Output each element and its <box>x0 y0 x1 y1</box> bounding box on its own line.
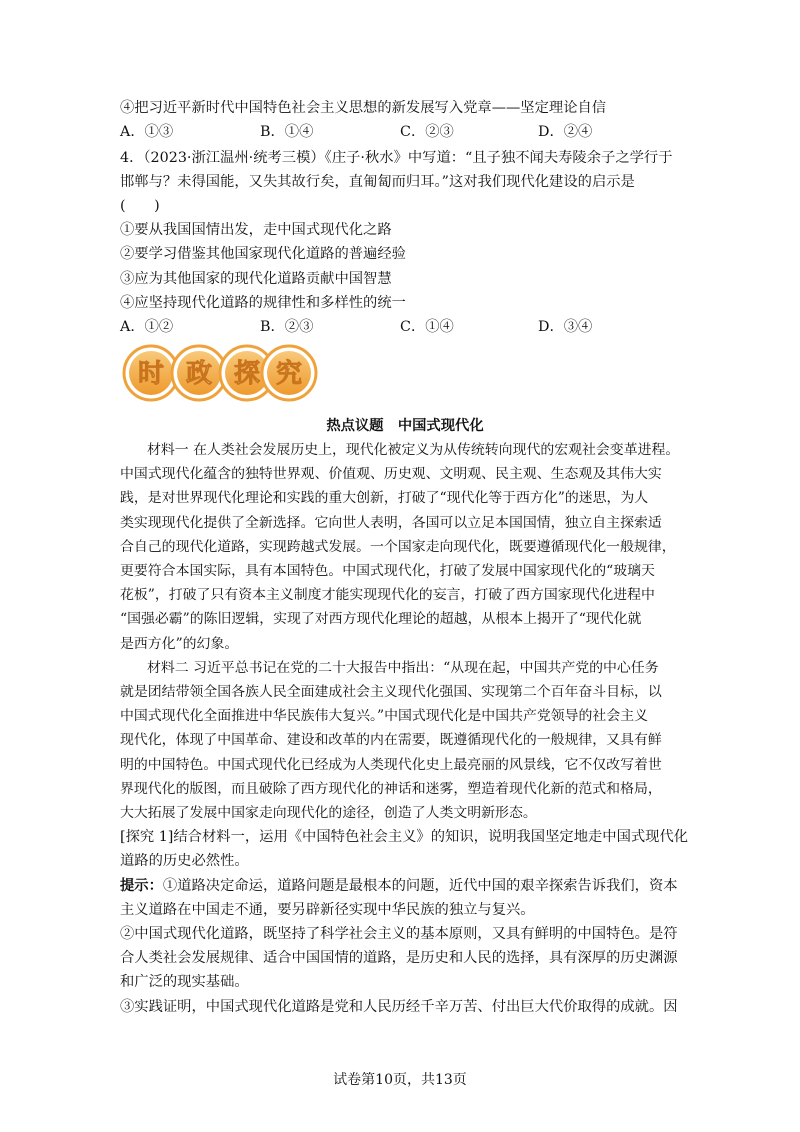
material1-line: 践，是对世界现代化理论和实践的重大创新，打破了“现代化等于西方化”的迷思，为人 <box>120 490 649 506</box>
material1-line: 类实现现代化提供了全新选择。它向世人表明，各国可以立足本国国情，独立自主探索适 <box>120 515 662 531</box>
q4-item-4: ④应坚持现代化道路的规律性和多样性的统一 <box>120 295 406 311</box>
q4-stem-line2: 邯郸与？未得国能，又失其故行矣，直匍匐而归耳。”这对我们现代化建设的启示是 <box>120 174 635 190</box>
q4-item-1: ①要从我国国情出发，走中国式现代化之路 <box>120 222 392 238</box>
explore1-line: [探究 1]结合材料一，运用《中国特色社会主义》的知识，说明我国坚定地走中国式现代化 <box>120 829 689 845</box>
hint-line: 合人类社会发展规律、适合中国国情的道路，是历史和人民的选择，具有深厚的历史渊源 <box>120 950 678 966</box>
material1-line: 更要符合本国实际，具有本国特色。中国式现代化，打破了发展中国家现代化的“玻璃天 <box>120 563 655 579</box>
material2-line: 材料二 习近平总书记在党的二十大报告中指出：“从现在起，中国共产党的中心任务 <box>147 660 659 676</box>
section-title: 热点议题 中国式现代化 <box>326 418 484 434</box>
q4-stem-line1: 4．（2023·浙江温州·统考三模）《庄子·秋水》中写道：“且子独不闻夫寿陵余子之学行于 <box>120 150 673 166</box>
q3-options <box>120 122 700 142</box>
q3-option-d[interactable]: D．②④ <box>538 124 593 140</box>
hint-label: 提示： <box>120 878 163 894</box>
hint-text: ①道路决定命运，道路问题是最根本的问题，近代中国的艰辛探索告诉我们，资本 <box>162 878 678 894</box>
material1-line: “国强必霸”的陈旧逻辑，实现了对西方现代化理论的超越，从根本上揭开了“现代化就 <box>120 611 642 627</box>
material1-line: 材料一 在人类社会发展历史上，现代化被定义为从传统转向现代的宏观社会变革进程。 <box>147 442 680 458</box>
banner-char-3: 探 <box>233 359 261 389</box>
material2-line: 界现代化的版图，而且破除了西方现代化的神话和迷雾，塑造着现代化新的范式和格局， <box>120 781 662 797</box>
q4-option-c[interactable]: C．①④ <box>400 319 454 335</box>
q3-item-4: ④把习近平新时代中国特色社会主义思想的新发展写入党章——坚定理论自信 <box>120 100 607 116</box>
page-footer: 试卷第10页，共13页 <box>333 1072 467 1088</box>
current-affairs-banner <box>122 344 318 404</box>
banner-char-4: 究 <box>275 359 303 389</box>
explore1-line: 道路的历史必然性。 <box>120 853 249 869</box>
material2-line: 大大拓展了发展中国家走向现代化的途径，创造了人类文明新形态。 <box>120 805 537 821</box>
q4-options <box>120 317 700 337</box>
q4-answer-blank: ( ) <box>120 198 160 214</box>
hint-line-1 <box>120 876 690 896</box>
q4-option-a[interactable]: A．①② <box>120 319 174 335</box>
q3-option-a[interactable]: A．①③ <box>120 124 174 140</box>
q3-option-c[interactable]: C．②③ <box>400 124 454 140</box>
material1-line: 花板”，打破了只有资本主义制度才能实现现代化的妄言，打破了西方国家现代化进程中 <box>120 587 655 603</box>
q4-item-3: ③应为其他国家的现代化道路贡献中国智慧 <box>120 271 392 287</box>
q4-option-b[interactable]: B．②③ <box>260 319 314 335</box>
material1-line: 中国式现代化蕴含的独特世界观、价值观、历史观、文明观、民主观、生态观及其伟大实 <box>120 466 662 482</box>
q4-option-d[interactable]: D．③④ <box>538 319 593 335</box>
material1-line: 是西方化”的幻象。 <box>120 636 239 652</box>
q3-option-b[interactable]: B．①④ <box>260 124 314 140</box>
material2-line: 就是团结带领全国各族人民全面建成社会主义现代化强国、实现第二个百年奋斗目标，以 <box>120 684 662 700</box>
banner-char-2: 政 <box>185 359 213 389</box>
banner-char-1: 时 <box>137 359 165 389</box>
q4-item-2: ②要学习借鉴其他国家现代化道路的普遍经验 <box>120 246 406 262</box>
material2-line: 明的中国特色。中国式现代化已经成为人类现代化史上最亮丽的风景线，它不仅改写着世 <box>120 757 662 773</box>
material1-line: 合自己的现代化道路，实现跨越式发展。一个国家走向现代化，既要遵循现代化一般规律， <box>120 539 676 555</box>
hint-line: 和广泛的现实基础。 <box>120 974 249 990</box>
hint-line: ②中国式现代化道路，既坚持了科学社会主义的基本原则，又具有鲜明的中国特色。是符 <box>120 926 678 942</box>
material2-line: 中国式现代化全面推进中华民族伟大复兴。”中国式现代化是中国共产党领导的社会主义 <box>120 708 648 724</box>
hint-line: ③实践证明，中国式现代化道路是党和人民历经千辛万苦、付出巨大代价取得的成就。因 <box>120 999 678 1015</box>
material2-line: 现代化，体现了中国革命、建设和改革的内在需要，既遵循现代化的一般规律，又具有鲜 <box>120 732 662 748</box>
hint-line: 主义道路在中国走不通，要另辟新径实现中华民族的独立与复兴。 <box>120 902 535 918</box>
